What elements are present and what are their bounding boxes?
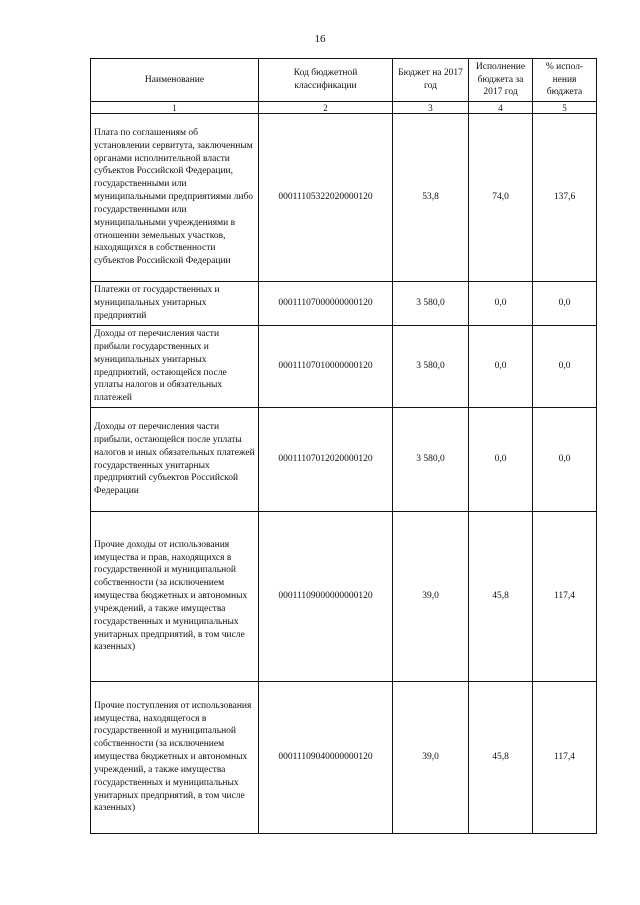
row-percent: 117,4 <box>533 512 597 682</box>
table-row <box>91 408 597 512</box>
table-row <box>91 282 597 326</box>
header-percent: % испол-нения бюджета <box>533 59 597 102</box>
table-row <box>91 512 597 682</box>
row-name: Плата по соглашениям об установлении сервитута, заключенным органами исполнительной власти субъектов Российской Федерации, государственными или муниципальными предприятиями либо государственными или муниципальными учреждениями в отношении земельных участков, находящихся в собственности субъектов Российской Федерации <box>91 114 259 282</box>
row-code: 00011107010000000120 <box>259 326 393 408</box>
row-percent: 0,0 <box>533 282 597 326</box>
row-execution: 45,8 <box>469 682 533 834</box>
row-execution: 74,0 <box>469 114 533 282</box>
row-code: 00011105322020000120 <box>259 114 393 282</box>
row-execution: 0,0 <box>469 408 533 512</box>
row-budget: 39,0 <box>393 512 469 682</box>
table-row <box>91 326 597 408</box>
column-number: 2 <box>259 102 393 114</box>
column-number: 1 <box>91 102 259 114</box>
page-number: 16 <box>314 33 326 45</box>
row-code: 00011107000000000120 <box>259 282 393 326</box>
row-code: 00011107012020000120 <box>259 408 393 512</box>
row-percent: 0,0 <box>533 326 597 408</box>
row-name: Доходы от перечисления части прибыли государственных и муниципальных унитарных предприятий, остающейся после уплаты налогов и обязательных платежей <box>91 326 259 408</box>
row-execution: 45,8 <box>469 512 533 682</box>
row-budget: 3 580,0 <box>393 408 469 512</box>
row-percent: 117,4 <box>533 682 597 834</box>
header-budget: Бюджет на 2017 год <box>393 59 469 102</box>
row-execution: 0,0 <box>469 282 533 326</box>
row-execution: 0,0 <box>469 326 533 408</box>
row-name: Доходы от перечисления части прибыли, остающейся после уплаты налогов и иных обязательных платежей государственных унитарных предприятий субъектов Российской Федерации <box>91 408 259 512</box>
row-budget: 3 580,0 <box>393 326 469 408</box>
header-execution: Исполнение бюджета за 2017 год <box>469 59 533 102</box>
row-budget: 53,8 <box>393 114 469 282</box>
row-budget: 3 580,0 <box>393 282 469 326</box>
column-number-row <box>91 102 597 114</box>
row-budget: 39,0 <box>393 682 469 834</box>
column-number: 4 <box>469 102 533 114</box>
row-name: Платежи от государственных и муниципальных унитарных предприятий <box>91 282 259 326</box>
header-row <box>91 59 597 102</box>
row-name: Прочие поступления от использования имущества, находящегося в государственной и муниципальной собственности (за исключением имущества бюджетных и автономных учреждений, а также имущества государственных и муниципальных унитарных предприятий, в том числе казенных) <box>91 682 259 834</box>
table-row <box>91 114 597 282</box>
budget-table <box>90 58 597 834</box>
column-number: 3 <box>393 102 469 114</box>
row-code: 00011109040000000120 <box>259 682 393 834</box>
header-code: Код бюджетной классификации <box>259 59 393 102</box>
row-percent: 0,0 <box>533 408 597 512</box>
row-code: 00011109000000000120 <box>259 512 393 682</box>
row-name: Прочие доходы от использования имущества и прав, находящихся в государственной и муниципальной собственности (за исключением имущества бюджетных и автономных учреждений, а также имущества государственных и муниципальных унитарных предприятий, в том числе казенных) <box>91 512 259 682</box>
table-row <box>91 682 597 834</box>
header-name: Наименование <box>91 59 259 102</box>
column-number: 5 <box>533 102 597 114</box>
row-percent: 137,6 <box>533 114 597 282</box>
